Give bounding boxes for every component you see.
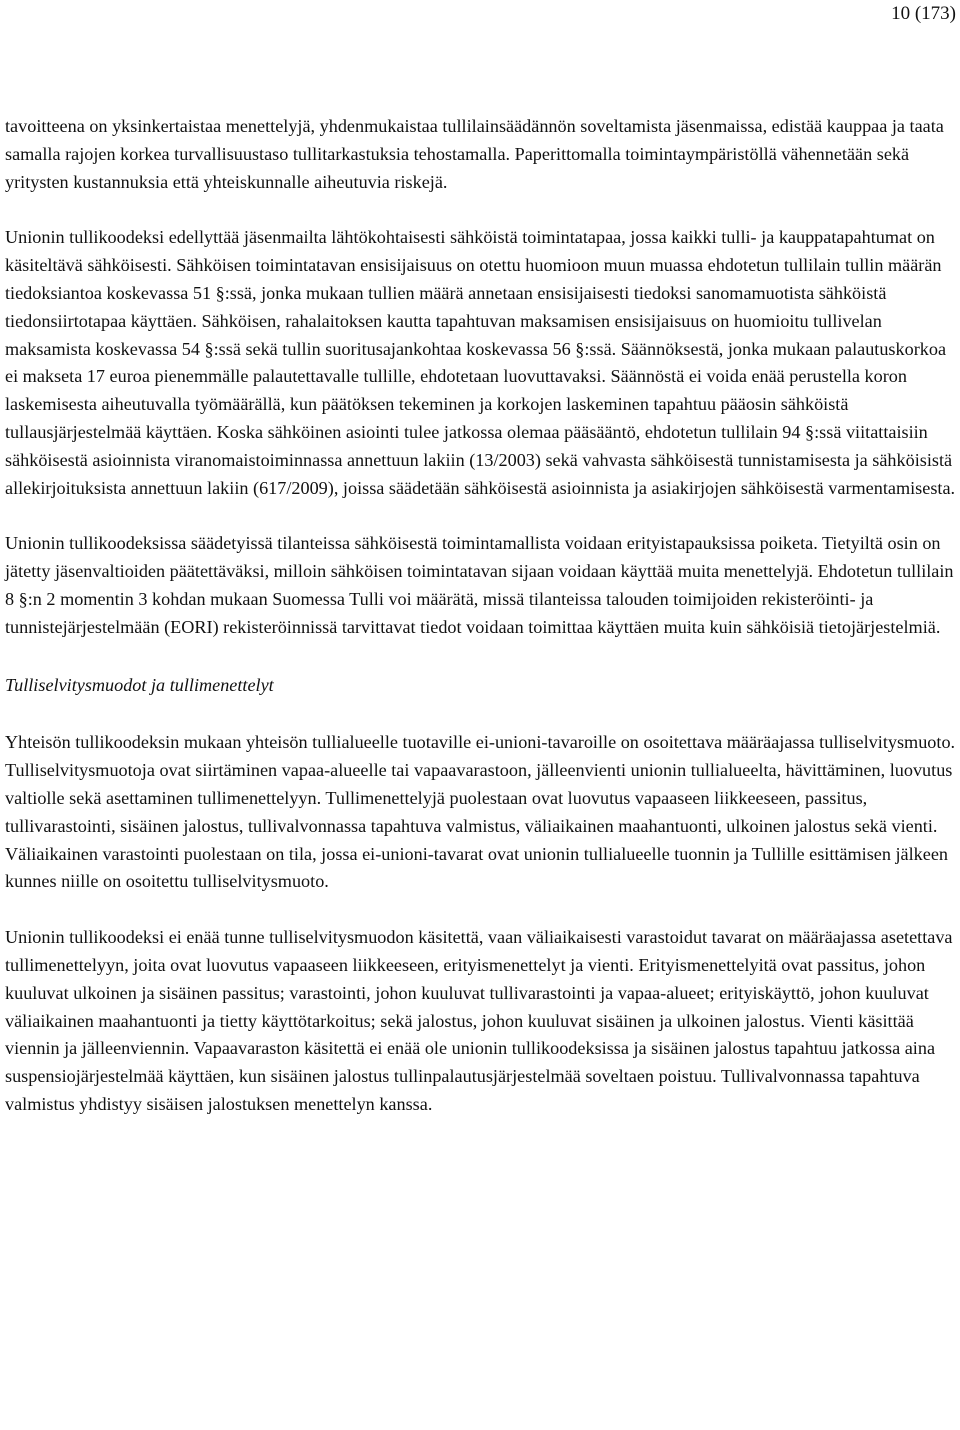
page-number: 10 (173) xyxy=(891,3,956,24)
paragraph-gap xyxy=(5,196,957,224)
document-body xyxy=(5,113,957,1119)
paragraph-gap xyxy=(5,896,957,924)
paragraph-3: Unionin tullikoodeksissa säädetyissä tilanteissa sähköisestä toimintamallista voidaan erityistapauksissa poiketa. Tietyiltä osin on jätetty jäsenvaltioiden päätettäväksi, milloin sähköisen toimintatavan sijaan voidaan käyttää muita menettelyjä. Ehdotetun tullilain 8 §:n 2 momentin 3 kohdan mukaan Suomessa Tulli voi määrätä, missä tilanteissa talouden toimijoiden rekisteröinti- ja tunnistejärjestelmään (EORI) rekisteröinnissä tarvittavat tiedot voidaan toimittaa käyttäen muita kuin sähköisiä tietojärjestelmiä. xyxy=(5,533,954,637)
paragraph-2: Unionin tullikoodeksi edellyttää jäsenmailta lähtökohtaisesti sähköistä toimintatapaa, jossa kaikki tulli- ja kauppatapahtumat on käsiteltävä sähköisesti. Sähköisen toimintatavan ensisijaisuus on otettu huomioon muun muassa ehdotetun tullilain tullin määrän tiedoksiantoa koskevassa 51 §:ssä, jonka mukaan tullien määrä annetaan ensisijaisesti tiedoksi sanomamuotista sähköistä tiedonsiirtotapaa käyttäen. Sähköisen, rahalaitoksen kautta tapahtuvan maksamisen ensisijaisuus on huomioitu tullivelan maksamista koskevassa 54 §:ssä sekä tullin suoritusajankohtaa koskevassa 56 §:ssä. Säännöksestä, jonka mukaan palautuskorkoa ei makseta 17 euroa pienemmälle palautettavalle tullille, ehdotetaan luovuttavaksi. Säännöstä ei voida enää perustella koron laskemisesta aiheutuvalla työmäärällä, kun päätöksen tekeminen ja korkojen laskeminen tapahtuu pääosin sähköistä tullausjärjestelmää käyttäen. Koska sähköinen asiointi tulee jatkossa olemaa pääsääntö, ehdotetun tullilain 94 §:ssä viitattaisiin sähköisestä asioinnista viranomaistoiminnassa annettuun lakiin (13/2003) sekä vahvasta sähköisestä tunnistamisesta ja sähköisistä allekirjoituksista annettuun lakiin (617/2009), joissa säädetään sähköisestä asioinnista ja asiakirjojen sähköisestä varmentamisesta. xyxy=(5,227,956,498)
paragraph-1: tavoitteena on yksinkertaistaa menettelyjä, yhdenmukaistaa tullilainsäädännön soveltamista jäsenmaissa, edistää kauppaa ja taata samalla rajojen korkea turvallisuustaso tullitarkastuksia tehostamalla. Paperittomalla toimintaympäristöllä vähennetään sekä yritysten kustannuksia että yhteiskunnalle aiheutuvia riskejä. xyxy=(5,116,944,192)
paragraph-gap xyxy=(5,642,957,672)
paragraph-gap xyxy=(5,699,957,729)
paragraph-5: Unionin tullikoodeksi ei enää tunne tulliselvitysmuodon käsitettä, vaan väliaikaisesti varastoidut tavarat on määräajassa asetettava tullimenettelyyn, joita ovat luovutus vapaaseen liikkeeseen, erityismenettelyt ja vienti. Erityismenettelyitä ovat passitus, johon kuuluvat ulkoinen ja sisäinen passitus; varastointi, johon kuuluvat tullivarastointi ja vapaa-alueet; erityiskäyttö, johon kuuluvat väliaikainen maahantuonti ja tietty käyttötarkoitus; sekä jalostus, johon kuuluvat sisäinen ja ulkoinen jalostus. Vienti käsittää viennin ja jälleenviennin. Vapaavaraston käsitettä ei enää ole unionin tullikoodeksissa ja sisäinen jalostus tapahtuu jatkossa aina suspensiojärjestelmää käyttäen, kun sisäinen jalostus tullinpalautusjärjestelmää soveltaen poistuu. Tullivalvonnassa tapahtuva valmistus yhdistyy sisäisen jalostuksen menettelyn kanssa. xyxy=(5,927,953,1114)
paragraph-gap xyxy=(5,502,957,530)
section-heading: Tulliselvitysmuodot ja tullimenettelyt xyxy=(5,674,274,695)
paragraph-4: Yhteisön tullikoodeksin mukaan yhteisön tullialueelle tuotaville ei-unioni-tavaroille on osoitettava määräajassa tulliselvitysmuoto. Tulliselvitysmuotoja ovat siirtäminen vapaa-alueelle tai vapaavarastoon, jälleenvienti unionin tullialueelta, hävittäminen, luovutus valtiolle sekä asettaminen tullimenettelyyn. Tullimenettelyjä puolestaan ovat luovutus vapaaseen liikkeeseen, passitus, tullivarastointi, sisäinen jalostus, tullivalvonnassa tapahtuva valmistus, väliaikainen maahantuonti, ulkoinen jalostus sekä vienti. Väliaikainen varastointi puolestaan on tila, jossa ei-unioni-tavarat ovat unionin tullialueelle tuonnin ja Tullille esittämisen jälkeen kunnes niille on osoitettu tulliselvitysmuoto. xyxy=(5,732,956,892)
